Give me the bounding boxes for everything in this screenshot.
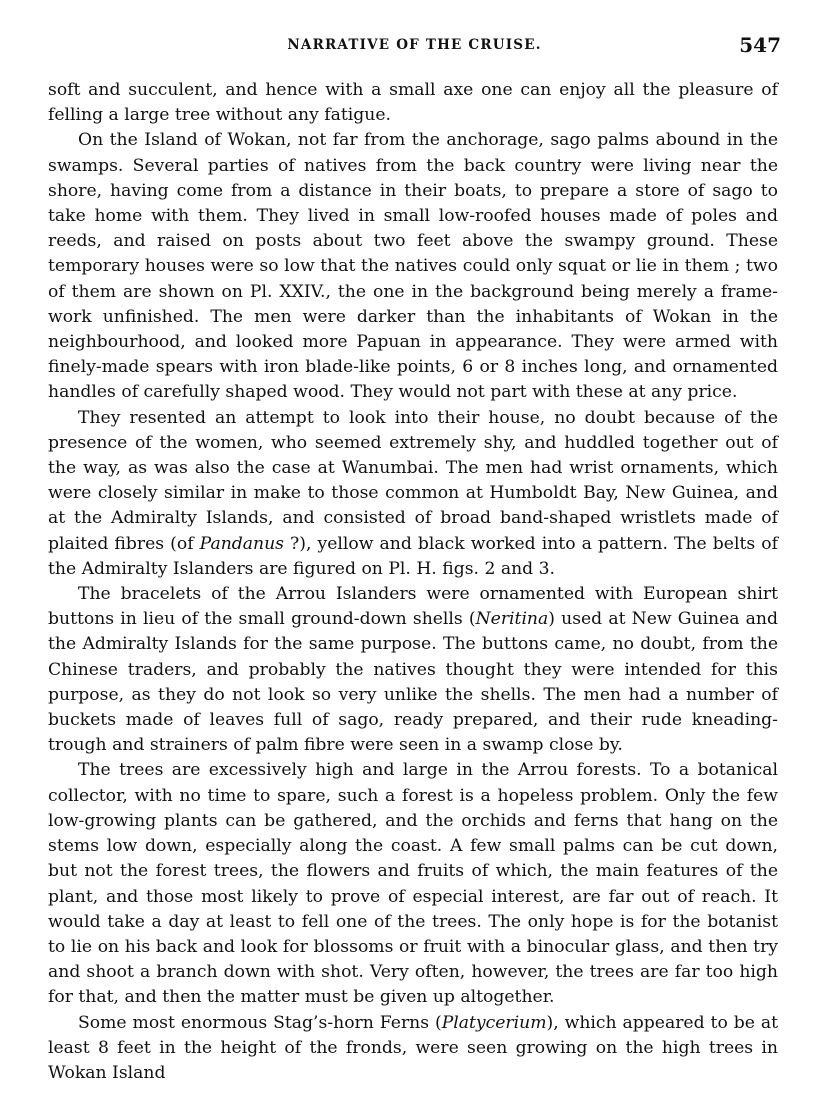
text-run: Some most enormous Stag’s-horn Ferns ( [78, 1012, 442, 1033]
body-text [48, 78, 778, 1086]
italic-term: Pandanus [199, 533, 284, 554]
text-run: The trees are excessively high and large in the Arrou forests. To a botanical collector, with no time to spare, such a forest is a hopeless problem. Only the few low-growing plants can be gathered, and the orchids and ferns that hang on the stems low down, especially along the coast. A few small palms can be cut down, but not the forest trees, the flowers and fruits of which, the main features of the plant, and those most likely to prove of especial interest, are far out of reach. It would take a day at least to fell one of the trees. The only hope is for the botanist to lie on his back and look for blossoms or fruit with a binocular glass, and then try and shoot a branch down with shot. Very often, however, the trees are far too high for that, and then the matter must be given up altogether. [48, 760, 778, 1008]
page-header [48, 33, 781, 59]
italic-term: Neritina [475, 609, 549, 630]
italic-term: Platycerium [441, 1012, 547, 1033]
text-run: soft and succulent, and hence with a small axe one can enjoy all the pleasure of felling a large tree without any fatigue. [48, 80, 778, 126]
paragraph [48, 582, 778, 758]
text-run: ), which appeared to be at least 8 feet in the height of the fronds, were seen growing on the high trees in Wokan Island [48, 1012, 778, 1083]
text-run: They resented an attempt to look into their house, no doubt because of the presence of the women, who seemed extremely shy, and huddled together out of the way, as was also the case at Wanumbai. The men had wrist ornaments, which were closely similar in make to those common at Humboldt Bay, New Guinea, and at the Admiralty Islands, and consisted of broad band-shaped wristlets made of plaited fibres (of [48, 407, 778, 554]
paragraph [48, 78, 778, 128]
paragraph [48, 406, 778, 582]
paragraph [48, 1011, 778, 1087]
paragraph [48, 128, 778, 405]
text-run: The bracelets of the Arrou Islanders were ornamented with European shirt buttons in lieu of the small ground-down shells ( [48, 584, 778, 630]
text-run: ?), yellow and black worked into a pattern. The belts of the Admiralty Islanders are figured on Pl. H. figs. 2 and 3. [48, 533, 778, 579]
text-run: On the Island of Wokan, not far from the anchorage, sago palms abound in the swamps. Several parties of natives from the back country were living near the shore, having come from a distance in their boats, to prepare a store of sago to take home with them. They lived in small low-roofed houses made of poles and reeds, and raised on posts about two feet above the swampy ground. These temporary houses were so low that the natives could only squat or lie in them ; two of them are shown on Pl. XXIV., the one in the background being merely a frame-work unfinished. The men were darker than the inhabitants of Wokan in the neighbourhood, and looked more Papuan in appearance. They were armed with finely-made spears with iron blade-like points, 6 or 8 inches long, and ornamented handles of carefully shaped wood. They would not part with these at any price. [48, 130, 778, 403]
page-number: 547 [739, 33, 781, 57]
running-head: NARRATIVE OF THE CRUISE. [287, 37, 542, 53]
paragraph [48, 758, 778, 1010]
text-run: ) used at New Guinea and the Admiralty Islands for the same purpose. The buttons came, no doubt, from the Chinese traders, and probably the natives thought they were intended for this purpose, as they do not look so very unlike the shells. The men had a number of buckets made of leaves full of sago, ready prepared, and their rude kneading-trough and strainers of palm fibre were seen in a swamp close by. [48, 609, 778, 756]
